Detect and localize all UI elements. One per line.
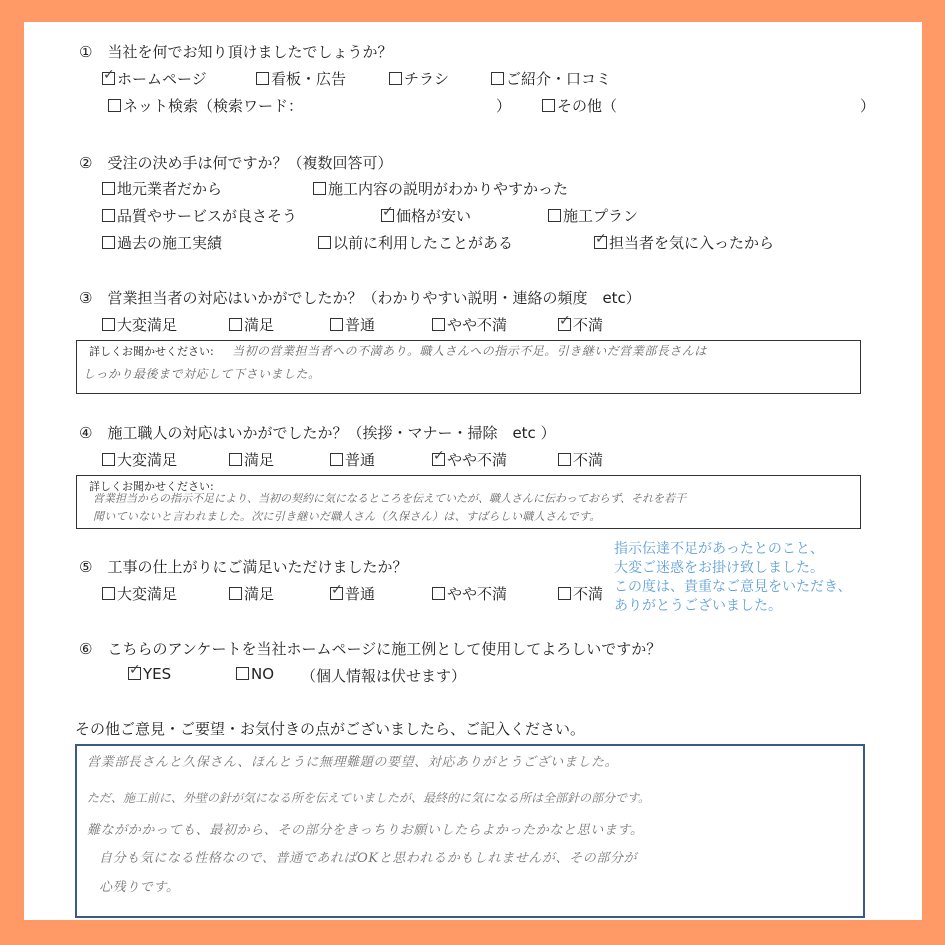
q5-option-satisfied[interactable] [229, 583, 274, 604]
checkbox[interactable] [102, 587, 115, 600]
q1-title: ① 当社を何でお知り頂けましたでしょうか？ [79, 43, 393, 61]
handwritten-answer: 当初の営業担当者への不満あり。職人さんへの指示不足。引き継いだ営業部長さんは [232, 344, 707, 358]
option-label: 大変満足 [117, 585, 178, 603]
checkbox[interactable] [256, 72, 269, 85]
q6-title: ⑥ こちらのアンケートを当社ホームページに施工例として使用してよろしいですか？ [79, 640, 662, 658]
q1-close-paren-2: ） [860, 97, 876, 115]
reply-line: この度は、貴重なご意見をいただき、 [614, 579, 852, 595]
comment-line: 営業部長さんと久保さん、ほんとうに無理難題の要望、対応ありがとうございました。 [87, 755, 619, 770]
checkbox[interactable] [229, 453, 242, 466]
option-label: 普通 [345, 451, 376, 469]
q4-option-satisfied[interactable] [229, 449, 274, 470]
option-label: 満足 [244, 451, 275, 469]
checkbox[interactable] [558, 587, 571, 600]
q3-title: ③ 営業担当者の対応はいかがでしたか？（わかりやすい説明・連絡の頻度 etc） [79, 289, 641, 307]
q4-option-slightly-dissatisfied[interactable] [432, 449, 507, 470]
checkbox[interactable] [102, 453, 115, 466]
checkbox[interactable] [432, 318, 445, 331]
q4-option-very-satisfied[interactable] [102, 449, 177, 470]
checkbox-checked[interactable] [330, 587, 343, 600]
option-label: 大変満足 [117, 451, 178, 469]
q2-option-staff[interactable] [594, 232, 774, 253]
q1-option-signboard[interactable] [256, 68, 346, 89]
comment-line: 心残りです。 [99, 880, 180, 895]
option-label: 価格が安い [396, 207, 472, 225]
option-label: チラシ [404, 70, 450, 88]
checkbox[interactable] [102, 182, 115, 195]
option-label: 施工プラン [563, 207, 639, 225]
q1-option-flyer[interactable] [389, 68, 449, 89]
checkbox-checked[interactable] [558, 318, 571, 331]
checkbox[interactable] [102, 318, 115, 331]
option-label: 不満 [573, 451, 604, 469]
option-label: 地元業者だから [117, 180, 223, 198]
q2-option-quality[interactable] [102, 205, 297, 226]
checkbox-checked[interactable] [128, 667, 141, 680]
q1-option-web-search[interactable] [108, 95, 303, 116]
q3-option-dissatisfied[interactable] [558, 314, 603, 335]
checkbox-checked[interactable] [594, 236, 607, 249]
handwritten-answer: 営業担当からの指示不足により、当初の契約に気になるところを伝えていたが、職人さんに伝わっておらず、それを若干 [93, 492, 687, 505]
comment-line: ただ、施工前に、外壁の針が気になる所を伝えていましたが、最終的に気になる所は全部針の部分です。 [87, 791, 651, 805]
q6-note: （個人情報は伏せます） [301, 667, 467, 685]
option-label: その他（ [557, 97, 618, 115]
q4-detail-box[interactable] [76, 475, 861, 529]
reply-line: 大変ご迷惑をお掛け致しました。 [614, 560, 824, 576]
q4-option-dissatisfied[interactable] [558, 449, 603, 470]
option-label: 満足 [244, 316, 275, 334]
comment-line: 難ながかかっても、最初から、その部分をきっちりお願いしたらよかったかなと思います。 [87, 823, 644, 838]
q2-title: ② 受注の決め手は何ですか？（複数回答可） [79, 154, 393, 172]
q6-option-no[interactable] [236, 665, 274, 683]
q5-option-slightly-dissatisfied[interactable] [432, 583, 507, 604]
checkbox[interactable] [330, 453, 343, 466]
option-label: ご紹介・口コミ [506, 70, 612, 88]
q2-option-local[interactable] [102, 178, 222, 199]
checkbox[interactable] [102, 209, 115, 222]
checkbox-checked[interactable] [102, 72, 115, 85]
checkbox-checked[interactable] [432, 453, 445, 466]
checkbox[interactable] [229, 587, 242, 600]
q3-option-slightly-dissatisfied[interactable] [432, 314, 507, 335]
q2-option-plan[interactable] [548, 205, 638, 226]
option-label: 普通 [345, 585, 376, 603]
option-label: NO [251, 665, 275, 683]
checkbox[interactable] [108, 99, 121, 112]
q2-option-track-record[interactable] [102, 232, 222, 253]
checkbox[interactable] [548, 209, 561, 222]
option-label: 普通 [345, 316, 376, 334]
checkbox[interactable] [432, 587, 445, 600]
q6-option-yes[interactable] [128, 665, 171, 683]
checkbox-checked[interactable] [381, 209, 394, 222]
option-label: やや不満 [447, 585, 508, 603]
option-label: やや不満 [447, 316, 508, 334]
q3-option-normal[interactable] [330, 314, 375, 335]
option-label: 大変満足 [117, 316, 178, 334]
option-label: 不満 [573, 316, 604, 334]
handwritten-answer: 聞いていないと言われました。次に引き継いだ職人さん（久保さん）は、すばらしい職人さんです。 [93, 510, 601, 523]
checkbox[interactable] [313, 182, 326, 195]
checkbox[interactable] [102, 236, 115, 249]
option-label: 担当者を気に入ったから [609, 234, 775, 252]
q5-title: ⑤ 工事の仕上がりにご満足いただけましたか？ [79, 558, 408, 576]
company-reply [614, 540, 851, 616]
option-label: やや不満 [447, 451, 508, 469]
option-label: 施工内容の説明がわかりやすかった [328, 180, 569, 198]
option-label: 品質やサービスが良さそう [117, 207, 298, 225]
option-label: 不満 [573, 585, 604, 603]
comments-box[interactable] [75, 744, 865, 918]
q3-detail-box[interactable] [76, 340, 861, 394]
option-label: ホームページ [117, 70, 207, 88]
option-label: YES [143, 665, 172, 683]
q2-option-price[interactable] [381, 205, 471, 226]
option-label: 看板・広告 [271, 70, 347, 88]
comment-line: 自分も気になる性格なので、普通であればOKと思われるかもしれませんが、その部分が [99, 851, 638, 866]
checkbox[interactable] [491, 72, 504, 85]
q3-option-satisfied[interactable] [229, 314, 274, 335]
checkbox[interactable] [542, 99, 555, 112]
q2-option-used-before[interactable] [318, 232, 513, 253]
option-label: 過去の施工実績 [117, 234, 223, 252]
q5-option-normal[interactable] [330, 583, 375, 604]
q4-title: ④ 施工職人の対応はいかがでしたか？（挨拶・マナー・掃除 etc ） [79, 424, 556, 442]
reply-line: ありがとうございました。 [614, 598, 782, 614]
q2-option-explanation[interactable] [313, 178, 568, 199]
q1-option-referral[interactable] [491, 68, 611, 89]
q5-option-dissatisfied[interactable] [558, 583, 603, 604]
comments-title: その他ご意見・ご要望・お気付きの点がございましたら、ご記入ください。 [75, 720, 586, 738]
detail-label: 詳しくお聞かせください: [89, 480, 214, 493]
q1-option-homepage[interactable] [102, 68, 207, 89]
checkbox[interactable] [229, 318, 242, 331]
q4-option-normal[interactable] [330, 449, 375, 470]
handwritten-answer: しっかり最後まで対応して下さいました。 [83, 367, 321, 381]
q3-option-very-satisfied[interactable] [102, 314, 177, 335]
survey-sheet [24, 22, 922, 920]
detail-label: 詳しくお聞かせください: [89, 345, 214, 358]
option-label: ネット検索（検索ワード： [123, 97, 304, 115]
checkbox[interactable] [318, 236, 331, 249]
checkbox[interactable] [558, 453, 571, 466]
checkbox[interactable] [330, 318, 343, 331]
option-label: 満足 [244, 585, 275, 603]
q1-option-other[interactable] [542, 95, 617, 116]
checkbox[interactable] [236, 667, 249, 680]
q1-close-paren-1: ） [496, 97, 512, 115]
reply-line: 指示伝達不足があったとのこと、 [614, 541, 824, 557]
checkbox[interactable] [389, 72, 402, 85]
q5-option-very-satisfied[interactable] [102, 583, 177, 604]
option-label: 以前に利用したことがある [333, 234, 514, 252]
